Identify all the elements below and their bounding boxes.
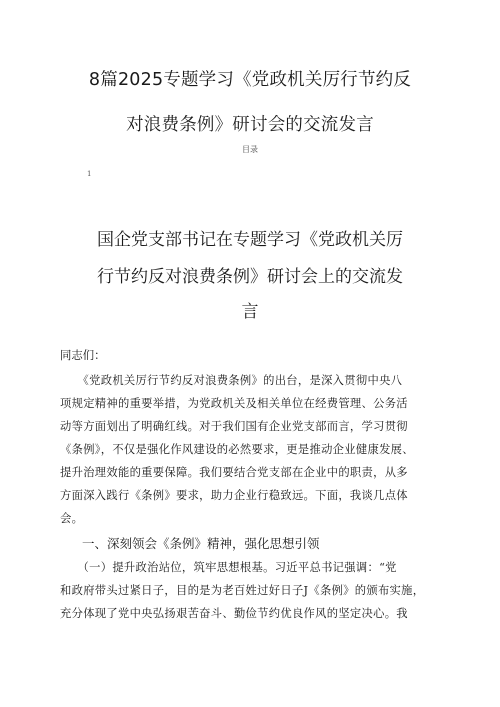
paragraph-1-line: 方面深入践行《条例》要求，助力企业行稳致远。下面，我谈几点体	[60, 489, 408, 502]
paragraph-1-line: 《条例》，不仅是强化作风建设的必然要求，更是推动企业健康发展、	[60, 443, 414, 456]
speech-title-line-1: 国企党支部书记在专题学习《党政机关厉	[97, 230, 403, 250]
table-of-contents-number: 1	[87, 170, 92, 178]
paragraph-2-line: （一）提升政治站位，筑牢思想根基。习近平总书记强调：“党	[60, 561, 397, 574]
speech-title-line-3: 言	[241, 302, 259, 322]
document-title-line-2: 对浪费条例》研讨会的交流发言	[126, 115, 374, 135]
paragraph-1-line: 《党政机关厉行节约反对浪费条例》的出台，是深入贯彻中央八	[60, 374, 403, 387]
document-title-line-1: 8篇2025专题学习《党政机关厉行节约反	[88, 70, 412, 90]
section-heading-1: 一、深刻领会《条例》精神，强化思想引领	[82, 536, 320, 551]
paragraph-2-line: 和政府带头过紧日子，目的是为老百姓过好日子J《条例》的颁布实施，	[60, 584, 425, 597]
paragraph-1-line: 动等方面划出了明确红线。对于我们国有企业党支部而言，学习贯彻	[60, 420, 408, 433]
paragraph-2-line: 充分体现了党中央弘扬艰苦奋斗、勤俭节约优良作风的坚定决心。我	[60, 607, 408, 620]
speech-title-line-2: 行节约反对浪费条例》研讨会上的交流发	[97, 267, 403, 287]
paragraph-1-line: 提升治理效能的重要保障。我们要结合党支部在企业中的职责，从多	[60, 466, 408, 479]
paragraph-1-line: 会。	[60, 512, 84, 525]
salutation: 同志们：	[60, 348, 106, 362]
paragraph-1-line: 项规定精神的重要举措，为党政机关及相关单位在经费管理、公务活	[60, 397, 408, 410]
table-of-contents-label: 目录	[242, 145, 258, 154]
